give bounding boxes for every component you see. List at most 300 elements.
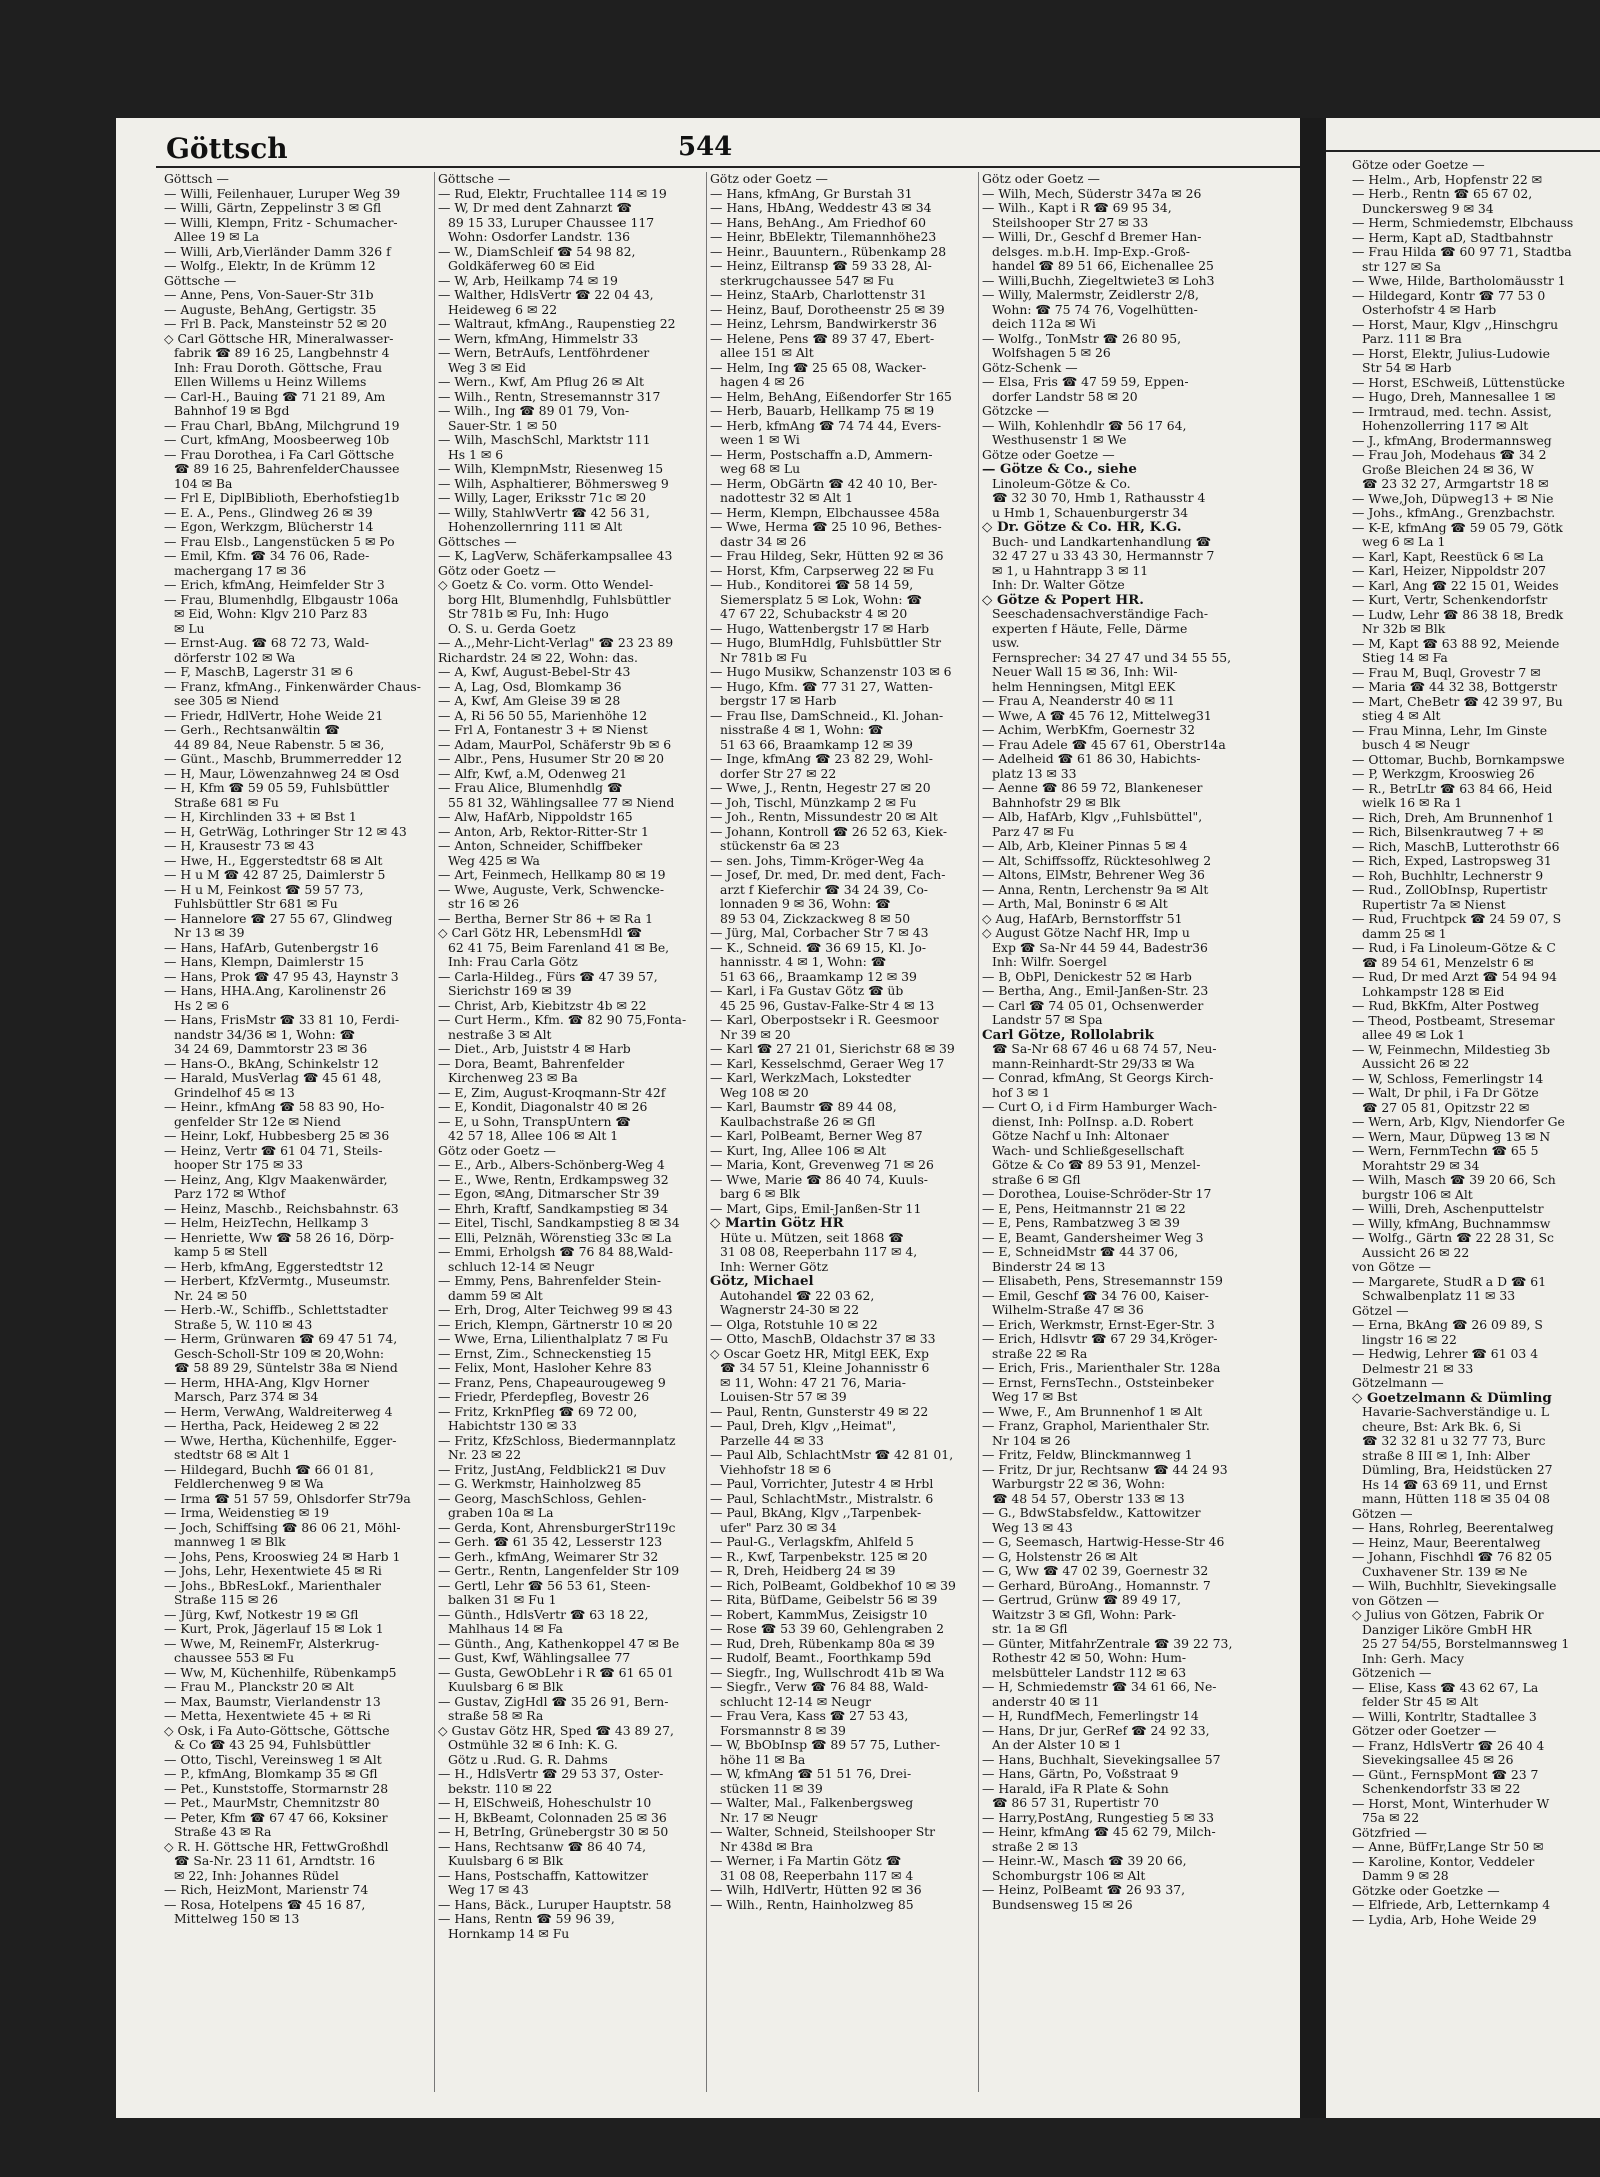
directory-entry-line: — Willy, kfmAng, Buchnammsw — [1352, 1216, 1551, 1231]
directory-entry-line: schlucht 12-14 ✉ Neugr — [720, 1694, 872, 1709]
directory-entry-line: Gesch-Scholl-Str 109 ✉ 20,Wohn: — [174, 1346, 385, 1361]
directory-entry-line: — Günth., Ang, Kathenkoppel 47 ✉ Be — [438, 1636, 680, 1651]
directory-entry-line: — Hans, Buchhalt, Sievekingsallee 57 — [982, 1752, 1221, 1767]
directory-entry-line: — Karl, WerkzMach, Lokstedter — [710, 1071, 911, 1085]
directory-entry-line: — Erna, BkAng ☎ 26 09 89, S — [1352, 1318, 1543, 1332]
directory-entry-line: — Wern, Arb, Klgv, Niendorfer Ge — [1352, 1115, 1565, 1129]
directory-entry-line: — H, Maur, Löwenzahnweg 24 ✉ Osd — [164, 766, 400, 781]
directory-entry-line: Delmestr 21 ✉ 33 — [1362, 1361, 1474, 1376]
directory-entry-line: Hornkamp 14 ✉ Fu — [448, 1926, 570, 1941]
directory-entry-line: — Jürg, Kwf, Notkestr 19 ✉ Gfl — [164, 1607, 359, 1622]
directory-entry-line: — Frau M, Buql, Grovestr 7 ✉ — [1352, 665, 1541, 680]
directory-entry-line: Straße 5, W. 110 ✉ 43 — [174, 1317, 313, 1332]
directory-entry-line: dienst, Inh: PolInsp. a.D. Robert — [992, 1114, 1194, 1129]
directory-entry-line: — Ludw, Lehr ☎ 86 38 18, Bredk — [1352, 607, 1564, 622]
directory-entry-line: Nr 104 ✉ 26 — [992, 1433, 1071, 1448]
directory-entry-line: — R., Kwf, Tarpenbekstr. 125 ✉ 20 — [710, 1549, 928, 1564]
directory-entry-line: — W, Schloss, Femerlingstr 14 — [1352, 1071, 1544, 1086]
directory-entry-line: — Fritz, Dr jur, Rechtsanw ☎ 44 24 93 — [982, 1462, 1228, 1477]
directory-entry-line: straße 6 ✉ Gfl — [992, 1172, 1081, 1187]
directory-entry-line: — Günt., Maschb, Brummerredder 12 — [164, 752, 402, 766]
directory-entry-line: — Rich, Dreh, Am Brunnenhof 1 — [1352, 810, 1555, 825]
directory-entry-line: Inh: Frau Doroth. Göttsche, Frau — [174, 360, 383, 375]
directory-entry-line: — Frau Alice, Blumenhdlg ☎ — [438, 781, 623, 795]
directory-entry-line: Götz u .Rud. G. R. Dahms — [448, 1752, 608, 1767]
directory-entry-line: — Roh, Buchhltr, Lechnerstr 9 — [1352, 868, 1544, 883]
directory-entry-line: Feldlerchenweg 9 ✉ Wa — [174, 1477, 324, 1491]
directory-entry-line: — Elfriede, Arb, Letternkamp 4 — [1352, 1898, 1551, 1912]
directory-column-2 — [438, 172, 708, 2102]
directory-entry-line: — Felix, Mont, Hasloher Kehre 83 — [438, 1361, 652, 1375]
directory-entry-line: — Rosa, Hotelpens ☎ 45 16 87, — [164, 1897, 366, 1912]
directory-entry-line: — Fritz, Feldw, Blinckmannweg 1 — [982, 1448, 1193, 1462]
directory-entry-line: — Wwe, Herma ☎ 25 10 96, Bethes- — [710, 520, 942, 534]
directory-entry-line: Sievekingsallee 45 ✉ 26 — [1362, 1753, 1514, 1767]
directory-entry-line: — Hugo, Dreh, Mannesallee 1 ✉ — [1352, 390, 1556, 404]
directory-entry-line: — Anna, Rentn, Lerchenstr 9a ✉ Alt — [982, 882, 1209, 897]
directory-entry-line: — Alw, HafArb, Nippoldstr 165 — [438, 810, 633, 824]
directory-entry-line: — Gerda, Kont, AhrensburgerStr119c — [438, 1520, 676, 1535]
directory-entry-line: — Johann, Fischhdl ☎ 76 82 05 — [1352, 1550, 1553, 1564]
directory-entry-line: — Dorothea, Louise-Schröder-Str 17 — [982, 1187, 1212, 1201]
directory-entry-line: — Hildegard, Kontr ☎ 77 53 0 — [1352, 288, 1546, 303]
directory-entry-line: Fuhlsbüttler Str 681 ✉ Fu — [174, 897, 338, 911]
directory-entry-line: Landstr 57 ✉ Spa — [992, 1013, 1103, 1027]
directory-entry-line: nadottestr 32 ✉ Alt 1 — [720, 491, 853, 505]
directory-entry-line: — Günth., HdlsVertr ☎ 63 18 22, — [438, 1607, 649, 1622]
directory-entry-line: Götze & Co ☎ 89 53 91, Menzel- — [992, 1158, 1201, 1172]
directory-entry-line: — Hans, Prok ☎ 47 95 43, Haynstr 3 — [164, 969, 399, 984]
directory-entry-line: — Wwe, J., Rentn, Hegestr 27 ✉ 20 — [710, 781, 931, 795]
directory-entry-line: Hüte u. Mützen, seit 1868 ☎ — [720, 1230, 904, 1245]
directory-entry-line: — Hans, Klempn, Daimlerstr 15 — [164, 955, 365, 969]
directory-entry-line: — Wwe, A ☎ 45 76 12, Mittelweg31 — [982, 708, 1212, 723]
directory-entry-line: machergang 17 ✉ 36 — [174, 563, 307, 578]
directory-entry-line: Forsmannstr 8 ✉ 39 — [720, 1723, 846, 1738]
directory-entry-line: — Elsa, Fris ☎ 47 59 59, Eppen- — [982, 375, 1189, 389]
directory-entry-line: — Heinz, Ang, Klgv Maakenwärder, — [164, 1172, 388, 1187]
directory-entry-line: str 16 ✉ 26 — [448, 897, 519, 911]
directory-entry-line: — Franz, Graphol, Marienthaler Str. — [982, 1419, 1210, 1433]
directory-entry-line: — W, Dr med dent Zahnarzt ☎ — [438, 201, 632, 215]
surname-heading: Götzcke — — [982, 404, 1049, 418]
directory-entry-line: Grindelhof 45 ✉ 13 — [174, 1085, 295, 1100]
directory-entry-line: 89 15 33, Luruper Chaussee 117 — [448, 215, 655, 230]
directory-entry-line: ☎ Sa-Nr. 23 11 61, Arndtstr. 16 — [174, 1854, 376, 1868]
directory-entry-line: — Wilh., Rentn, Stresemannstr 317 — [438, 389, 661, 404]
surname-heading: Götzke oder Goetzke — — [1352, 1883, 1500, 1898]
directory-entry-line: ◇ Goetzelmann & Dümling — [1352, 1390, 1552, 1405]
directory-entry-line: 25 27 54/55, Borstelmannsweg 1 — [1362, 1637, 1570, 1651]
directory-entry-line: busch 4 ✉ Neugr — [1362, 738, 1470, 752]
directory-entry-line: Schomburgstr 106 ✉ Alt — [992, 1868, 1146, 1883]
directory-entry-line: Wolfshagen 5 ✉ 26 — [992, 346, 1111, 360]
directory-entry-line: höhe 11 ✉ Ba — [720, 1752, 806, 1767]
directory-entry-line: — Frau Hildeg, Sekr, Hütten 92 ✉ 36 — [710, 549, 944, 563]
directory-entry-line: — Willi,Buchh, Ziegeltwiete3 ✉ Loh3 — [982, 273, 1215, 288]
directory-entry-line: Nr. 24 ✉ 50 — [174, 1288, 248, 1303]
directory-entry-line: — Hans-O., BkAng, Schinkelstr 12 — [164, 1056, 379, 1071]
directory-entry-line: Nr 13 ✉ 39 — [174, 926, 245, 940]
surname-heading: Götze oder Goetze — — [982, 447, 1115, 462]
directory-entry-line: Stieg 14 ✉ Fa — [1362, 651, 1448, 665]
directory-entry-line: — Herb.-W., Schiffb., Schlettstadter — [164, 1303, 388, 1317]
directory-entry-line: ☎ 27 05 81, Opitzstr 22 ✉ — [1362, 1100, 1530, 1115]
directory-entry-line: Warburgstr 22 ✉ 36, Wohn: — [992, 1477, 1166, 1491]
directory-entry-line: — Diet., Arb, Juiststr 4 ✉ Harb — [438, 1042, 631, 1056]
directory-entry-line: — E, u Sohn, TranspUntern ☎ — [438, 1114, 631, 1129]
directory-entry-line: Viehhofstr 18 ✉ 6 — [720, 1462, 832, 1477]
directory-entry-line: 75a ✉ 22 — [1362, 1811, 1420, 1825]
directory-entry-line: — P, Werkzgm, Krooswieg 26 — [1352, 767, 1535, 781]
directory-entry-line: — G, Seemasch, Hartwig-Hesse-Str 46 — [982, 1535, 1225, 1549]
directory-entry-line: — Karl, Heizer, Nippoldstr 207 — [1352, 564, 1547, 578]
directory-entry-line: straße 58 ✉ Ra — [448, 1709, 544, 1723]
directory-entry-line: Inh: Werner Götz — [720, 1259, 828, 1274]
directory-entry-line: — A, Kwf, August-Bebel-Str 43 — [438, 665, 631, 679]
directory-entry-line: ☎ 32 32 81 u 32 77 73, Burc — [1362, 1434, 1546, 1448]
directory-entry-line: — Hildegard, Buchh ☎ 66 01 81, — [164, 1462, 374, 1477]
directory-entry-line: — Frau M., Planckstr 20 ✉ Alt — [164, 1680, 354, 1694]
directory-entry-line: — Ottomar, Buchb, Bornkampswe — [1352, 752, 1565, 767]
directory-entry-line: Lohkampstr 128 ✉ Eid — [1362, 984, 1505, 999]
directory-entry-line: — Helene, Pens ☎ 89 37 47, Ebert- — [710, 331, 935, 346]
directory-entry-line: — Herm, Schmiedemstr, Elbchauss — [1352, 216, 1574, 230]
directory-entry-line: ☎ 58 89 29, Süntelstr 38a ✉ Niend — [174, 1361, 398, 1375]
directory-entry-line: — Hannelore ☎ 27 55 67, Glindweg — [164, 911, 393, 926]
directory-entry-line: Kuulsbarg 6 ✉ Blk — [448, 1854, 564, 1868]
directory-entry-line: — Joh, Tischl, Münzkamp 2 ✉ Fu — [710, 795, 917, 810]
directory-entry-line: 44 89 84, Neue Rabenstr. 5 ✉ 36, — [174, 737, 385, 752]
directory-entry-line: Linoleum-Götze & Co. — [992, 476, 1131, 491]
directory-entry-line: sterkrugchaussee 547 ✉ Fu — [720, 273, 895, 288]
directory-entry-line: — Wilh, Mech, Süderstr 347a ✉ 26 — [982, 186, 1202, 201]
directory-entry-line: & Co ☎ 43 25 94, Fuhlsbüttler — [174, 1738, 371, 1752]
directory-entry-line: — Rich, HeizMont, Marienstr 74 — [164, 1883, 369, 1897]
directory-entry-line: ◇ Carl Götz HR, LebensmHdl ☎ — [438, 926, 642, 940]
directory-entry-line: — Johs, Lehr, Hexentwiete 45 ✉ Ri — [164, 1564, 382, 1578]
directory-entry-line: — E, Pens, Rambatzweg 3 ✉ 39 — [982, 1216, 1180, 1230]
directory-entry-line: — Rud, BkKfm, Alter Postweg — [1352, 999, 1540, 1013]
directory-entry-line: — Heinr., Bauuntern., Rübenkamp 28 — [710, 244, 947, 259]
book-gutter — [1300, 118, 1326, 2118]
surname-heading: von Götzen — — [1352, 1593, 1439, 1608]
directory-entry-line: — Johann, Kontroll ☎ 26 52 63, Kiek- — [710, 824, 948, 839]
directory-entry-line: — E, Zim, August-Kroqmann-Str 42f — [438, 1085, 666, 1100]
directory-entry-line: — Wilh, MaschSchl, Marktstr 111 — [438, 433, 651, 447]
directory-entry-line: — Frau Vera, Kass ☎ 27 53 43, — [710, 1709, 909, 1723]
directory-entry-line: Bahnhof 19 ✉ Bgd — [174, 404, 290, 418]
directory-entry-line: — Günter, MitfahrZentrale ☎ 39 22 73, — [982, 1636, 1233, 1651]
directory-entry-line: felder Str 45 ✉ Alt — [1362, 1695, 1479, 1709]
directory-entry-line: schluch 12-14 ✉ Neugr — [448, 1259, 595, 1274]
directory-entry-line: — Ernst-Aug. ☎ 68 72 73, Wald- — [164, 636, 370, 650]
directory-entry-line: — Wilh, KlempnMstr, Riesenweg 15 — [438, 462, 664, 476]
directory-entry-line: — A, Ri 56 50 55, Marienhöhe 12 — [438, 708, 648, 723]
directory-entry-line: — Paul, SchlachtMstr., Mistralstr. 6 — [710, 1491, 934, 1506]
directory-entry-line: graben 10a ✉ La — [448, 1506, 554, 1520]
directory-entry-line: — Horst, Elektr, Julius-Ludowie — [1352, 346, 1550, 361]
directory-entry-line: — Wolfg., Elektr, In de Krümm 12 — [164, 259, 376, 273]
directory-entry-line: — Kurt, Ing, Allee 106 ✉ Alt — [710, 1143, 887, 1158]
directory-entry-line: Dunckersweg 9 ✉ 34 — [1362, 201, 1494, 216]
directory-entry-line: Weg 13 ✉ 43 — [992, 1520, 1073, 1535]
directory-entry-line: ☎ 89 54 61, Menzelstr 6 ✉ — [1362, 955, 1534, 970]
directory-entry-line: dorfer Landstr 58 ✉ 20 — [992, 389, 1138, 404]
directory-entry-line: — Herb, kfmAng, Eggerstedtstr 12 — [164, 1259, 384, 1274]
directory-entry-line: usw. — [992, 636, 1020, 650]
directory-entry-line: — Hans, Bäck., Luruper Hauptstr. 58 — [438, 1897, 672, 1912]
directory-entry-line: — Peter, Kfm ☎ 67 47 66, Koksiner — [164, 1810, 388, 1825]
directory-entry-line: — Paul, Vorrichter, Jutestr 4 ✉ Hrbl — [710, 1477, 934, 1491]
directory-entry-line: — Willi, Kontrltr, Stadtallee 3 — [1352, 1709, 1537, 1724]
directory-entry-line: Damm 9 ✉ 28 — [1362, 1869, 1449, 1883]
directory-entry-line: — Wwe, Erna, Lilienthalplatz 7 ✉ Fu — [438, 1332, 669, 1346]
surname-heading: Götzer oder Goetzer — — [1352, 1724, 1497, 1738]
directory-entry-line: — Wilh, Masch ☎ 39 20 66, Sch — [1352, 1173, 1556, 1187]
directory-entry-line: — Friedr, HdlVertr, Hohe Weide 21 — [164, 708, 384, 723]
directory-entry-line: — G., BdwStabsfeldw., Kattowitzer — [982, 1506, 1201, 1520]
directory-entry-line: — Hugo, BlumHdlg, Fuhlsbüttler Str — [710, 636, 941, 650]
directory-entry-line: — Rud, Dr med Arzt ☎ 54 94 94 — [1352, 970, 1558, 984]
directory-entry-line: stedtstr 68 ✉ Alt 1 — [174, 1448, 291, 1462]
directory-entry-line: — Albr., Pens, Husumer Str 20 ✉ 20 — [438, 752, 665, 766]
directory-column-1 — [164, 172, 434, 2102]
directory-entry-line: — Emmy, Pens, Bahrenfelder Stein- — [438, 1274, 662, 1288]
directory-entry-line: str. 1a ✉ Gfl — [992, 1622, 1068, 1636]
directory-entry-line: — W, Feinmechn, Mildestieg 3b — [1352, 1042, 1551, 1057]
directory-entry-line: — Wwe, F., Am Brunnenhof 1 ✉ Alt — [982, 1404, 1203, 1419]
directory-entry-line: — Frau Elsb., Langenstücken 5 ✉ Po — [164, 534, 395, 549]
directory-entry-line: — B, ObPl, Denickestr 52 ✉ Harb — [982, 969, 1192, 984]
directory-entry-line: — Otto, Tischl, Vereinsweg 1 ✉ Alt — [164, 1752, 382, 1767]
directory-entry-line: — Ernst, FernsTechn., Oststeinbeker — [982, 1375, 1214, 1390]
directory-entry-line: dastr 34 ✉ 26 — [720, 534, 807, 549]
directory-entry-line: — E, SchneidMstr ☎ 44 37 06, — [982, 1245, 1179, 1259]
directory-entry-line: — Wwe, Hilde, Bartholomäusstr 1 — [1352, 274, 1566, 288]
directory-entry-line: — Alt, Schiffssoffz, Rücktesohlweg 2 — [982, 853, 1212, 868]
directory-entry-line: Nr 39 ✉ 20 — [720, 1027, 791, 1042]
directory-entry-line: — Hans, Rentn ☎ 59 96 39, — [438, 1912, 615, 1926]
directory-entry-line: weg 68 ✉ Lu — [720, 462, 801, 476]
directory-entry-line: — Helm., Arb, Hopfenstr 22 ✉ — [1352, 172, 1543, 187]
directory-entry-line: Straße 681 ✉ Fu — [174, 795, 279, 810]
directory-entry-line: — Heinz, PolBeamt ☎ 26 93 37, — [982, 1883, 1186, 1897]
directory-entry-line: Aussicht 26 ✉ 22 — [1362, 1245, 1470, 1260]
directory-entry-line: ☎ 48 54 57, Oberstr 133 ✉ 13 — [992, 1491, 1185, 1506]
directory-entry-line: — Conrad, kfmAng, St Georgs Kirch- — [982, 1071, 1214, 1085]
directory-entry-line: — Gertl, Lehr ☎ 56 53 61, Steen- — [438, 1578, 651, 1593]
directory-entry-line: — Rich, Bilsenkrautweg 7 + ✉ — [1352, 825, 1544, 839]
directory-entry-line: — Helm, HeizTechn, Hellkamp 3 — [164, 1216, 369, 1230]
directory-entry-line: ☎ 23 32 27, Armgartstr 18 ✉ — [1362, 477, 1549, 491]
directory-entry-line: Binderstr 24 ✉ 13 — [992, 1259, 1106, 1274]
directory-entry-line: — Rudolf, Beamt., Foorthkamp 59d — [710, 1651, 932, 1665]
directory-entry-line: — Hans, HbAng, Weddestr 43 ✉ 34 — [710, 201, 932, 215]
directory-entry-line: — Olga, Rotstuhle 10 ✉ 22 — [710, 1317, 878, 1332]
directory-entry-line: — Erich, Werkmstr, Ernst-Eger-Str. 3 — [982, 1317, 1215, 1332]
directory-entry-line: allee 151 ✉ Alt — [720, 346, 814, 360]
directory-entry-line: — Karl ☎ 27 21 01, Sierichstr 68 ✉ 39 — [710, 1042, 955, 1056]
directory-entry-line: — Hans, HafArb, Gutenbergstr 16 — [164, 940, 379, 955]
directory-entry-line: Dümling, Bra, Heidstücken 27 — [1362, 1463, 1553, 1477]
directory-entry-line: Marsch, Parz 374 ✉ 34 — [174, 1390, 319, 1404]
directory-entry-line: — Heinr, kfmAng ☎ 45 62 79, Milch- — [982, 1825, 1216, 1839]
directory-entry-line: — Irmtraud, med. techn. Assist, — [1352, 404, 1552, 419]
directory-entry-line: nandstr 34/36 ✉ 1, Wohn: ☎ — [174, 1027, 356, 1042]
surname-heading: Götzenich — — [1352, 1666, 1432, 1680]
directory-entry-line: — M, Kapt ☎ 63 88 92, Meiende — [1352, 636, 1560, 651]
directory-entry-line: — Helm, Ing ☎ 25 65 08, Wacker- — [710, 360, 927, 375]
directory-entry-line: — Mart, Gips, Emil-Janßen-Str 11 — [710, 1201, 922, 1216]
directory-entry-line: — Egon, ✉Ang, Ditmarscher Str 39 — [438, 1187, 660, 1201]
directory-entry-line: — G, Ww ☎ 47 02 39, Goernestr 32 — [982, 1564, 1209, 1578]
surname-heading: Götz oder Goetz — — [982, 172, 1100, 186]
directory-entry-line: — H, BetrIng, Grünebergstr 30 ✉ 50 — [438, 1825, 669, 1839]
directory-entry-line: Autohandel ☎ 22 03 62, — [720, 1288, 875, 1303]
directory-entry-line: Parz. 111 ✉ Bra — [1362, 332, 1462, 346]
directory-entry-line: — Hugo Musikw, Schanzenstr 103 ✉ 6 — [710, 665, 952, 679]
directory-entry-line: O. S. u. Gerda Goetz — [448, 621, 576, 636]
directory-entry-line: — H, RundfMech, Femerlingstr 14 — [982, 1709, 1199, 1723]
directory-entry-line: — Christ, Arb, Kiebitzstr 4b ✉ 22 — [438, 998, 647, 1013]
directory-entry-line: — Hans, FrisMstr ☎ 33 81 10, Ferdi- — [164, 1013, 400, 1027]
directory-entry-line: — Gertr., Rentn, Langenfelder Str 109 — [438, 1564, 680, 1578]
directory-entry-line: — Alb, HafArb, Klgv ,,Fuhlsbüttel", — [982, 810, 1203, 824]
surname-heading: Göttsche — — [164, 273, 237, 288]
directory-entry-line: — Frau, Blumenhdlg, Elbgaustr 106a — [164, 592, 399, 607]
directory-entry-line: — A, Lag, Osd, Blomkamp 36 — [438, 679, 622, 694]
directory-entry-line: — F, MaschB, Lagerstr 31 ✉ 6 — [164, 665, 354, 679]
directory-entry-line: — Frau A, Neanderstr 40 ✉ 11 — [982, 694, 1175, 708]
directory-entry-line: Straße 115 ✉ 26 — [174, 1593, 279, 1607]
directory-entry-line: Wohn: Osdorfer Landstr. 136 — [448, 230, 630, 244]
directory-entry-line: — Rita, BüfDame, Geibelstr 56 ✉ 39 — [710, 1593, 938, 1607]
directory-entry-line: Rupertistr 7a ✉ Nienst — [1362, 897, 1506, 912]
directory-entry-line: — Eitel, Tischl, Sandkampstieg 8 ✉ 34 — [438, 1216, 680, 1230]
directory-entry-line: — Egon, Werkzgm, Blücherstr 14 — [164, 520, 374, 534]
directory-entry-line: — Siegfr., Ing, Wullschrodt 41b ✉ Wa — [710, 1665, 945, 1680]
directory-entry-line: cheure, Bst: Ark Bk. 6, Si — [1362, 1419, 1521, 1434]
directory-entry-line: Ellen Willems u Heinz Willems — [174, 375, 367, 389]
directory-entry-line: — Karl, Kesselschmd, Geraer Weg 17 — [710, 1056, 945, 1071]
directory-entry-line: — Curt Herm., Kfm. ☎ 82 90 75,Fonta- — [438, 1013, 687, 1027]
directory-entry-line: — Willi, Feilenhauer, Luruper Weg 39 — [164, 186, 401, 201]
directory-entry-line: — Waltraut, kfmAng., Raupenstieg 22 — [438, 317, 676, 331]
directory-entry-line: Inh: Gerh. Macy — [1362, 1651, 1464, 1666]
directory-entry-line: ☎ 86 57 31, Rupertistr 70 — [992, 1796, 1159, 1810]
directory-entry-line: Götz, Michael — [710, 1274, 814, 1289]
directory-entry-line: — Frau Minna, Lehr, Im Ginste — [1352, 723, 1548, 738]
directory-column-4 — [982, 172, 1282, 2102]
directory-entry-line: Aussicht 26 ✉ 22 — [1362, 1057, 1470, 1071]
directory-entry-line: Weg 108 ✉ 20 — [720, 1085, 809, 1100]
directory-entry-line: ☎ Sa-Nr 68 67 46 u 68 74 57, Neu- — [992, 1042, 1217, 1056]
directory-entry-line: — Wilh., Kapt i R ☎ 69 95 34, — [982, 201, 1172, 215]
directory-entry-line: straße 8 III ✉ 1, Inh: Alber — [1362, 1448, 1530, 1463]
directory-entry-line: Buch- und Landkartenhandlung ☎ — [992, 534, 1212, 549]
directory-entry-line: — E, Kondit, Diagonalstr 40 ✉ 26 — [438, 1100, 648, 1114]
directory-entry-line: handel ☎ 89 51 66, Eichenallee 25 — [992, 259, 1214, 273]
directory-entry-line: hannisstr. 4 ✉ 1, Wohn: ☎ — [720, 955, 887, 969]
directory-entry-line: ◇ Dr. Götze & Co. HR, K.G. — [982, 520, 1182, 535]
directory-entry-line: kamp 5 ✉ Stell — [174, 1245, 268, 1259]
directory-entry-line: mann-Reinhardt-Str 29/33 ✉ Wa — [992, 1056, 1195, 1071]
directory-entry-line: — Wilh, Kohlenhdlr ☎ 56 17 64, — [982, 418, 1187, 433]
directory-entry-line: — Walter, Mal., Falkenbergsweg — [710, 1796, 914, 1810]
directory-entry-line: 31 08 08, Reeperbahn 117 ✉ 4, — [720, 1245, 918, 1259]
directory-entry-line: lonnaden 9 ✉ 36, Wohn: ☎ — [720, 897, 891, 911]
directory-entry-line: — Frau Hilda ☎ 60 97 71, Stadtba — [1352, 245, 1572, 259]
directory-entry-line: — Willi, Gärtn, Zeppelinstr 3 ✉ Gfl — [164, 201, 382, 215]
directory-entry-line: — Karl, Oberpostsekr i R. Geesmoor — [710, 1013, 939, 1027]
directory-entry-line: hof 3 ✉ 1 — [992, 1085, 1050, 1100]
directory-entry-line: — E. A., Pens., Glindweg 26 ✉ 39 — [164, 505, 373, 520]
directory-entry-line: — Joch, Schiffsing ☎ 86 06 21, Möhl- — [164, 1520, 401, 1535]
surname-heading: Götzelmann — — [1352, 1376, 1444, 1390]
directory-entry-line: — Hedwig, Lehrer ☎ 61 03 4 — [1352, 1347, 1539, 1361]
directory-entry-line: — Gustav, ZigHdl ☎ 35 26 91, Bern- — [438, 1694, 669, 1709]
directory-entry-line: Steilshooper Str 27 ✉ 33 — [992, 215, 1149, 230]
directory-entry-line: Nr 32b ✉ Blk — [1362, 622, 1446, 636]
directory-entry-line: — Carl-H., Bauing ☎ 71 21 89, Am — [164, 389, 386, 404]
surname-heading: Götz-Schenk — — [982, 360, 1078, 375]
directory-entry-line: 104 ✉ Ba — [174, 476, 233, 491]
directory-entry-line: — Bertha, Ang., Emil-Janßen-Str. 23 — [982, 984, 1209, 998]
directory-entry-line: Götze Nachf u Inh: Altonaer — [992, 1129, 1169, 1143]
surname-heading: Götz oder Goetz — — [438, 1143, 556, 1158]
directory-entry-line: Große Bleichen 24 ✉ 36, W — [1362, 462, 1534, 477]
directory-entry-line: Wach- und Schließgesellschaft — [992, 1143, 1184, 1158]
directory-entry-line: — Bertha, Berner Str 86 + ✉ Ra 1 — [438, 911, 653, 926]
directory-entry-line: An der Alster 10 ✉ 1 — [992, 1738, 1122, 1752]
directory-entry-line: Bahnhofstr 29 ✉ Blk — [992, 795, 1121, 810]
directory-entry-line: stücken 11 ✉ 39 — [720, 1781, 823, 1796]
directory-entry-line: Kuulsbarg 6 ✉ Blk — [448, 1680, 564, 1694]
directory-entry-line: hooper Str 175 ✉ 33 — [174, 1158, 304, 1172]
directory-entry-line: — K, LagVerw, Schäferkampsallee 43 — [438, 549, 673, 563]
directory-entry-line: — Hub., Konditorei ☎ 58 14 59, — [710, 578, 914, 592]
directory-entry-line: — Willi, Dr., Geschf d Bremer Han- — [982, 230, 1202, 244]
directory-entry-line: — Henriette, Ww ☎ 58 26 16, Dörp- — [164, 1230, 394, 1245]
directory-entry-line: — Wern, BetrAufs, Lentföhrdener — [438, 346, 650, 360]
directory-entry-line: — Frau Charl, BbAng, Milchgrund 19 — [164, 418, 400, 433]
directory-entry-line: Louisen-Str 57 ✉ 39 — [720, 1390, 847, 1404]
surname-heading: Göttsche — — [438, 172, 511, 186]
directory-entry-line: — Hans, Rechtsanw ☎ 86 40 74, — [438, 1839, 647, 1854]
adjacent-page — [1326, 118, 1600, 2118]
directory-entry-line: — Willi, Klempn, Fritz - Schumacher- — [164, 215, 398, 230]
directory-entry-line: — Harald, iFa R Plate & Sohn — [982, 1781, 1169, 1796]
directory-entry-line: — Harry,PostAng, Rungestieg 5 ✉ 33 — [982, 1810, 1214, 1825]
directory-entry-line: Osterhofstr 4 ✉ Harb — [1362, 303, 1497, 317]
directory-entry-line: ✉ 11, Wohn: 47 21 76, Maria- — [720, 1375, 906, 1390]
directory-entry-line: — Auguste, BehAng, Gertigstr. 35 — [164, 302, 377, 317]
directory-entry-line: Richardstr. 24 ✉ 22, Wohn: das. — [438, 650, 638, 665]
directory-entry-line: Hohenzollernring 111 ✉ Alt — [448, 520, 623, 534]
directory-entry-line: — Anne, Pens, Von-Sauer-Str 31b — [164, 288, 374, 302]
directory-entry-line: — Karl, Kapt, Reestück 6 ✉ La — [1352, 549, 1544, 564]
directory-entry-line: — Altons, ElMstr, Behrener Weg 36 — [982, 868, 1205, 882]
directory-entry-line: — Fritz, JustAng, Feldblick21 ✉ Duv — [438, 1462, 666, 1477]
directory-entry-line: Heideweg 6 ✉ 22 — [448, 302, 558, 317]
directory-entry-line: weg 6 ✉ La 1 — [1362, 535, 1446, 549]
directory-entry-line: Str 54 ✉ Harb — [1362, 361, 1452, 375]
directory-entry-line: ufer" Parz 30 ✉ 34 — [720, 1520, 837, 1535]
directory-entry-line: — Hans, Gärtn, Po, Voßstraat 9 — [982, 1767, 1179, 1781]
directory-entry-line: — Rud, Fruchtpck ☎ 24 59 07, S — [1352, 912, 1562, 926]
directory-entry-line: ◇ Julius von Götzen, Fabrik Or — [1352, 1608, 1544, 1622]
